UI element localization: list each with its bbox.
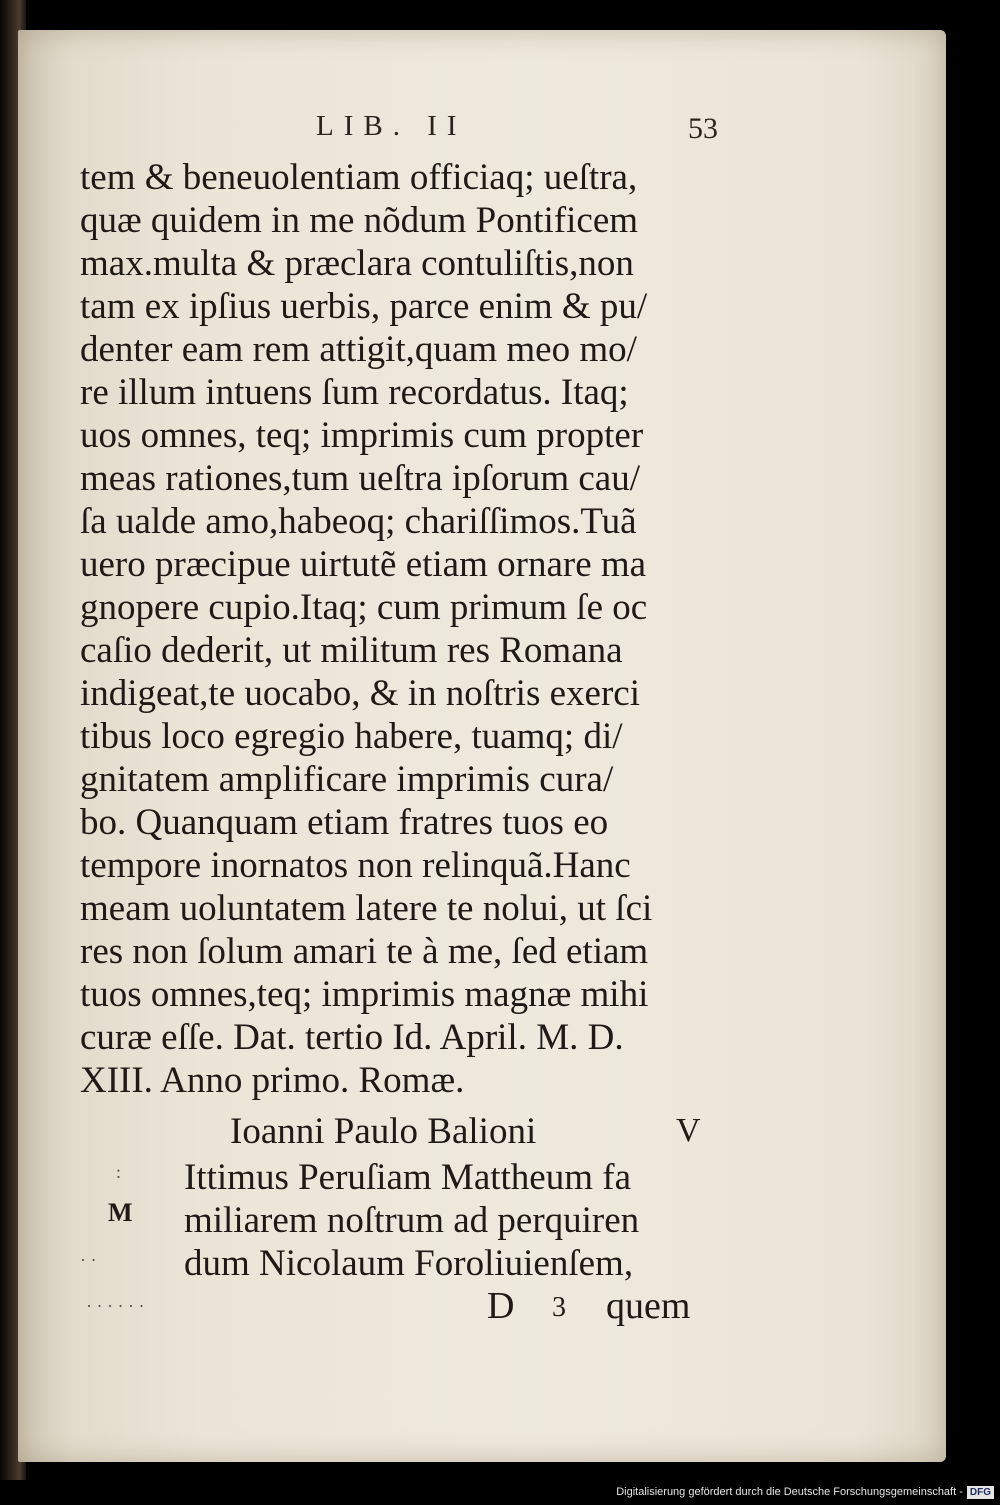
text-line: tem & beneuolentiam officiaq; ueſtra, [80, 157, 638, 198]
text-line: re illum intuens ſum recordatus. Itaq; [80, 372, 629, 413]
margin-mark: M [108, 1198, 133, 1227]
ink-speck: · · [80, 1250, 97, 1270]
text-line: XIII. Anno primo. Romæ. [80, 1060, 465, 1101]
text-line: indigeat,te uocabo, & in noſtris exerci [80, 673, 640, 714]
text-line: uos omnes, teq; imprimis cum propter [80, 415, 644, 456]
page-number: 53 [688, 112, 718, 145]
text-line: gnopere cupio.Itaq; cum primum ſe oc [80, 587, 648, 628]
text-line: tam ex ipſius uerbis, parce enim & pu/ [80, 286, 648, 327]
text-line: curæ eſſe. Dat. tertio Id. April. M. D. [80, 1017, 624, 1058]
text-line: max.multa & præclara contuliſtis,non [80, 243, 634, 284]
digitization-footer [616, 1483, 994, 1501]
text-line: ſa ualde amo,habeoq; chariſſimos.Tuã [80, 501, 637, 542]
ink-speck: · · · · · · [86, 1296, 145, 1316]
text-line: gnitatem amplificare imprimis cura/ [80, 759, 614, 800]
initial-letter: V [676, 1112, 701, 1149]
letter-line: dum Nicolaum Foroliuienſem, [184, 1243, 634, 1284]
text-line: quæ quidem in me nõdum Pontificem [80, 200, 639, 241]
letter-line: miliarem noſtrum ad perquiren [184, 1200, 640, 1241]
letter-line: Ittimus Peruſiam Mattheum fa [184, 1157, 631, 1198]
text-line: caſio dederit, ut militum res Romana [80, 630, 623, 671]
text-line: meam uoluntatem latere te nolui, ut ſci [80, 888, 653, 929]
signature-mark: D [487, 1285, 515, 1327]
text-line: meas rationes,tum ueſtra ipſorum cau/ [80, 458, 640, 499]
signature-number: 3 [552, 1292, 566, 1323]
text-line: tempore inornatos non relinquã.Hanc [80, 845, 631, 886]
text-line: res non ſolum amari te à me, ſed etiam [80, 931, 649, 972]
dfg-logo: DFG [967, 1486, 994, 1499]
running-head: LIB. II [316, 110, 467, 142]
text-line: bo. Quanquam etiam fratres tuos eo [80, 802, 609, 843]
text-line: denter eam rem attigit,quam meo mo/ [80, 329, 637, 370]
text-line: tibus loco egregio habere, tuamq; di/ [80, 716, 623, 757]
catchword: quem [606, 1285, 691, 1327]
letter-addressee: Ioanni Paulo Balioni [230, 1111, 537, 1152]
footer-text: Digitalisierung gefördert durch die Deutsche Forschungsgemeinschaft - [616, 1486, 963, 1498]
ink-speck: : [116, 1162, 122, 1182]
text-line: uero præcipue uirtutẽ etiam ornare ma [80, 544, 647, 585]
text-line: tuos omnes,teq; imprimis magnæ mihi [80, 974, 649, 1015]
